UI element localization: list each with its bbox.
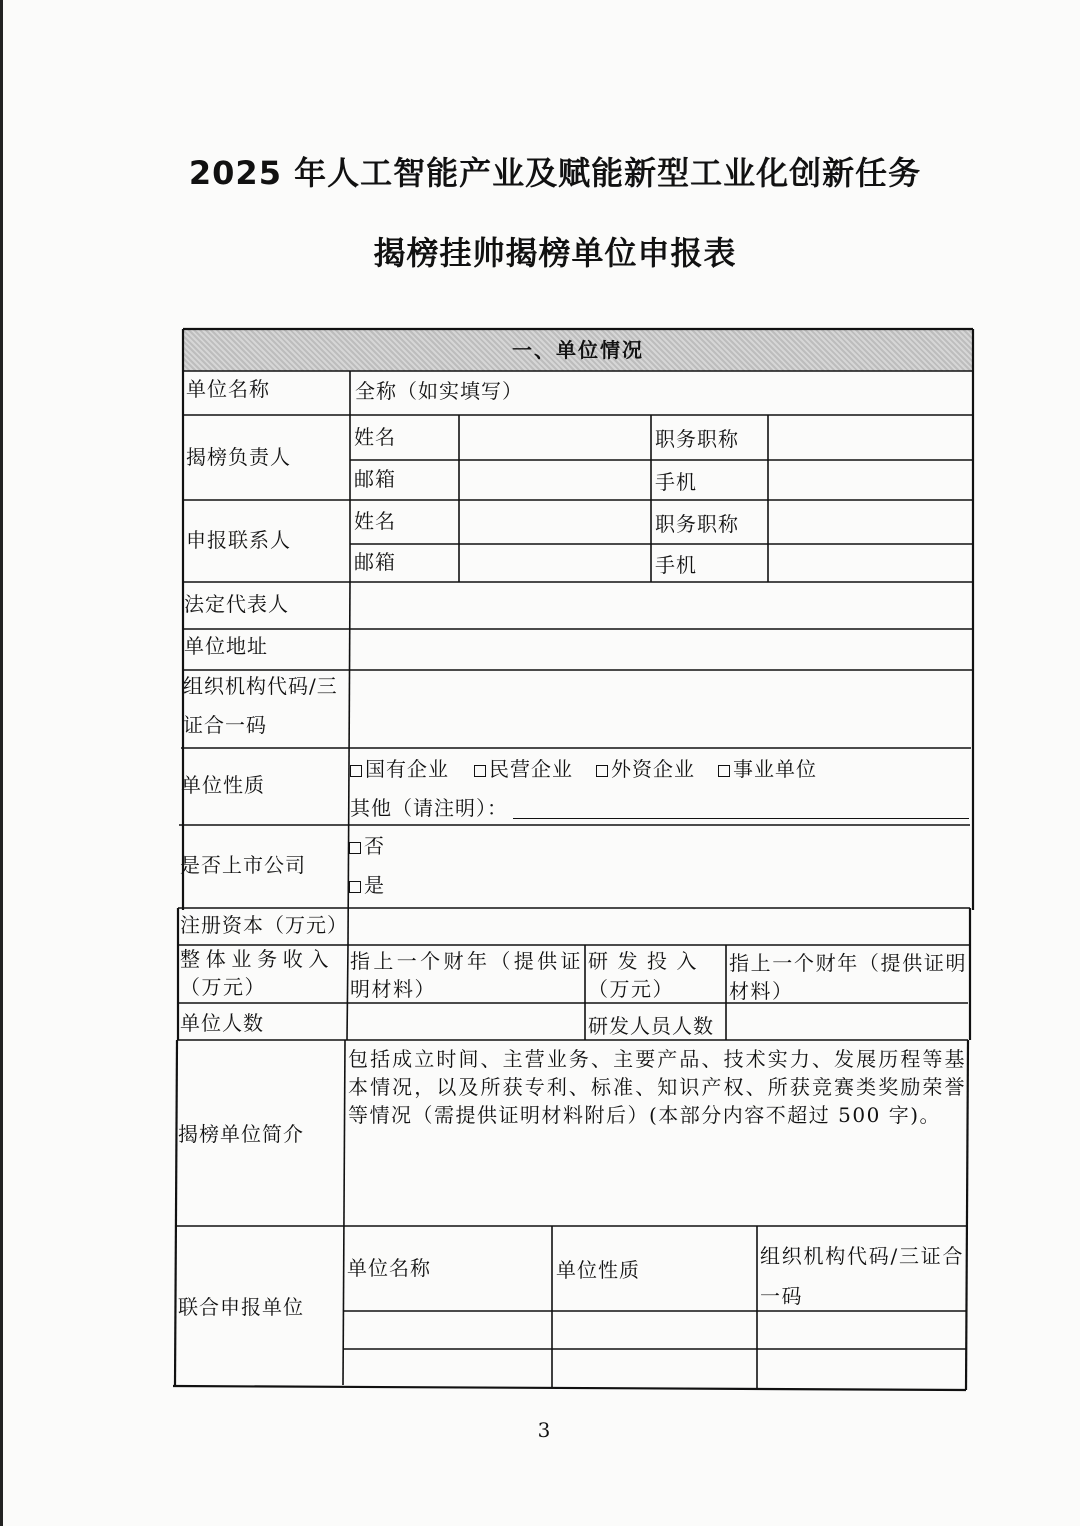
unit-name-hint: 全称（如实填写） xyxy=(355,379,523,403)
label-staff: 单位人数 xyxy=(180,1011,264,1035)
label-unit-name: 单位名称 xyxy=(186,377,270,401)
label-rd-staff: 研发人员人数 xyxy=(588,1014,714,1038)
page-number: 3 xyxy=(537,1418,551,1442)
intro-hint: 包括成立时间、主营业务、主要产品、技术实力、发展历程等基本情况，以及所获专利、标准、知识产权、所获竞赛类奖励荣誉等情况（需提供证明材料附后）(本部分内容不超过 500 字)。 xyxy=(348,1047,966,1127)
section-header: 一、单位情况 xyxy=(512,338,644,362)
leader-name-label: 姓名 xyxy=(354,425,396,449)
form-title-line2: 揭榜挂帅揭榜单位申报表 xyxy=(373,234,737,272)
checkbox-icon xyxy=(474,765,486,777)
joint-col-org-code: 组织机构代码/三证合一码 xyxy=(760,1244,964,1308)
label-leader: 揭榜负责人 xyxy=(186,445,291,469)
label-address: 单位地址 xyxy=(184,634,268,658)
nature-other-label: 其他（请注明）： xyxy=(350,796,508,820)
contact-name-label: 姓名 xyxy=(354,509,396,533)
label-org-code-line1: 组织机构代码/三 xyxy=(183,674,338,698)
joint-col-nature: 单位性质 xyxy=(556,1258,640,1282)
revenue-hint: 指上一个财年（提供证明材料） xyxy=(350,949,582,1001)
nature-option-private[interactable]: 民营企业 xyxy=(474,757,573,781)
checkbox-icon xyxy=(718,765,730,777)
checkbox-icon xyxy=(349,842,361,854)
rd-investment-hint: 指上一个财年（提供证明材料） xyxy=(729,951,967,1003)
label-intro: 揭榜单位简介 xyxy=(178,1122,304,1146)
label-legal-rep: 法定代表人 xyxy=(184,592,289,616)
label-rd-investment: 研发投入（万元） xyxy=(588,949,698,1001)
label-contact: 申报联系人 xyxy=(186,528,291,552)
checkbox-icon xyxy=(349,881,361,893)
contact-title-label: 职务职称 xyxy=(655,512,739,536)
label-capital: 注册资本（万元） xyxy=(180,913,348,937)
nature-option-institution[interactable]: 事业单位 xyxy=(718,757,817,781)
label-org-code-line2: 证合一码 xyxy=(183,713,267,737)
label-joint: 联合申报单位 xyxy=(178,1295,304,1319)
form-title-line1: 2025 年人工智能产业及赋能新型工业化创新任务 xyxy=(188,154,922,192)
label-revenue: 整体业务收入（万元） xyxy=(180,947,330,999)
checkbox-icon xyxy=(596,765,608,777)
label-listed: 是否上市公司 xyxy=(180,853,306,877)
nature-option-state[interactable]: 国有企业 xyxy=(350,757,449,781)
leader-title-label: 职务职称 xyxy=(655,427,739,451)
nature-option-foreign[interactable]: 外资企业 xyxy=(596,757,695,781)
checkbox-icon xyxy=(350,765,362,777)
leader-email-label: 邮箱 xyxy=(354,467,396,491)
joint-col-unit-name: 单位名称 xyxy=(347,1256,431,1280)
leader-phone-label: 手机 xyxy=(655,470,697,494)
contact-email-label: 邮箱 xyxy=(354,550,396,574)
contact-phone-label: 手机 xyxy=(655,553,697,577)
nature-other-fill-line[interactable] xyxy=(513,818,969,819)
listed-option-no[interactable]: 否 xyxy=(349,834,385,858)
listed-option-yes[interactable]: 是 xyxy=(349,873,385,897)
label-nature: 单位性质 xyxy=(181,773,265,797)
